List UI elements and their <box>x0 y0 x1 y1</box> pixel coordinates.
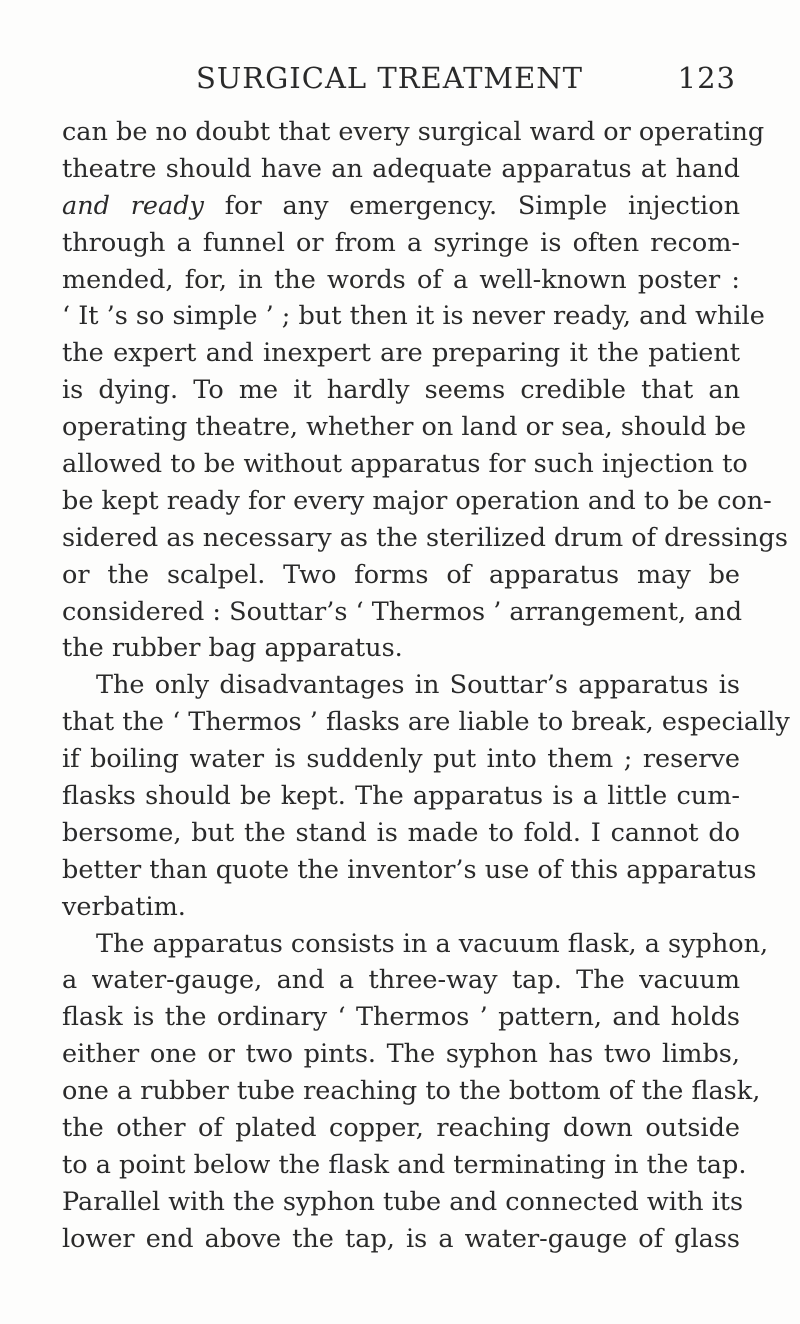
page-number: 123 <box>677 61 736 95</box>
text-line: flasks should be kept. The apparatus is a little cum- <box>62 781 740 812</box>
paragraph-3 <box>62 926 769 1258</box>
paragraph-1 <box>62 114 788 667</box>
text-line: sidered as necessary as the sterilized drum of dressings <box>62 522 788 553</box>
text-line: considered : Souttar’s ‘ Thermos ’ arrangement, and <box>62 596 743 627</box>
text-line: the expert and inexpert are preparing it the patient <box>62 338 740 369</box>
text-line: allowed to be without apparatus for such injection to <box>62 449 748 480</box>
text-line: The apparatus consists in a vacuum flask, a syphon, <box>96 928 769 959</box>
text-line: or the scalpel. Two forms of apparatus may be <box>62 559 740 590</box>
text-line: the other of plated copper, reaching down outside <box>62 1113 740 1144</box>
text-line: is dying. To me it hardly seems credible that an <box>62 375 740 406</box>
text-line: either one or two pints. The syphon has two limbs, <box>62 1039 740 1070</box>
text-line: to a point below the flask and terminating in the tap. <box>62 1149 747 1180</box>
text-line: better than quote the inventor’s use of this apparatus <box>62 854 757 885</box>
text-line: verbatim. <box>62 891 186 922</box>
text-line: one a rubber tube reaching to the bottom of the flask, <box>62 1076 761 1107</box>
text-line: operating theatre, whether on land or sea, should be <box>62 412 747 443</box>
text-line: be kept ready for every major operation and to be con- <box>62 485 772 516</box>
text-line: Parallel with the syphon tube and connected with its <box>62 1186 744 1217</box>
text-line <box>62 188 740 225</box>
emphasis-text: and ready <box>62 190 204 221</box>
text-line: mended, for, in the words of a well-known poster : <box>62 264 740 295</box>
text-line: can be no doubt that every surgical ward or operating <box>62 117 765 147</box>
text-line: theatre should have an adequate apparatus at hand <box>62 153 740 184</box>
body-text <box>62 114 790 1258</box>
text-line: bersome, but the stand is made to fold. I cannot do <box>62 817 740 848</box>
text-line: The only disadvantages in Souttar’s apparatus is <box>96 670 740 701</box>
text-line: through a funnel or from a syringe is often recom- <box>62 227 740 258</box>
text-line: if boiling water is suddenly put into them ; reserve <box>62 744 740 775</box>
text-line: flask is the ordinary ‘ Thermos ’ pattern, and holds <box>62 1002 740 1033</box>
text-line: lower end above the tap, is a water-gauge of glass <box>62 1223 740 1254</box>
text-line: a water-gauge, and a three-way tap. The vacuum <box>62 965 740 996</box>
text-fragment: for any emergency. Simple injection <box>203 190 740 221</box>
text-line: the rubber bag apparatus. <box>62 633 403 664</box>
text-line: ‘ It ’s so simple ’ ; but then it is never ready, and while <box>62 301 765 332</box>
running-head <box>196 58 736 98</box>
text-line: that the ‘ Thermos ’ flasks are liable to break, especially <box>62 707 790 738</box>
running-head-title: SURGICAL TREATMENT <box>196 61 583 95</box>
paragraph-2 <box>62 667 790 925</box>
